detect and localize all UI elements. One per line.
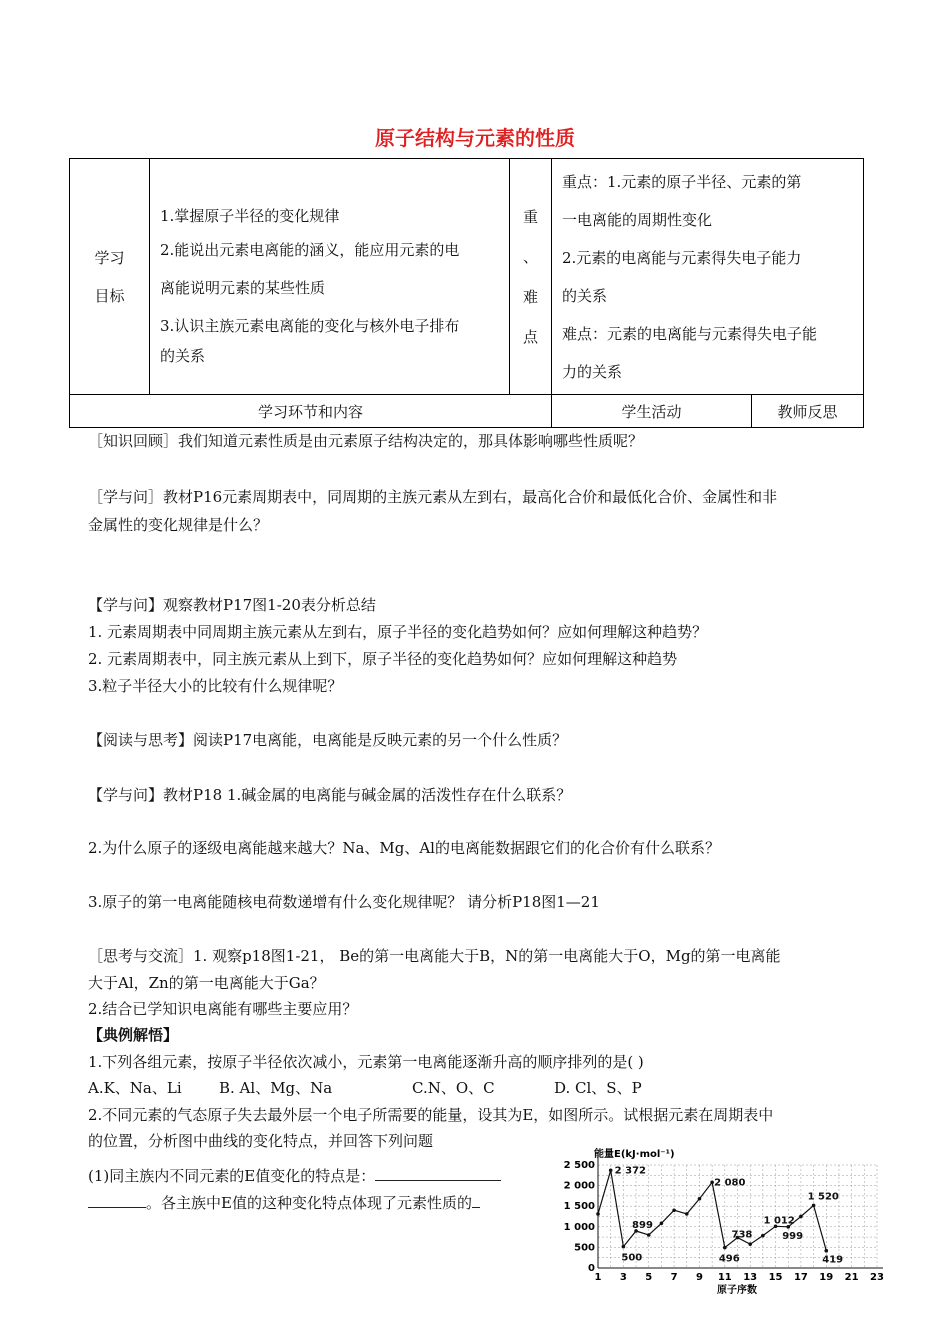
option-d: D. Cl、S、P	[554, 1079, 642, 1097]
example-2b: 的位置，分析图中曲线的变化特点，并回答下列问题	[88, 1132, 434, 1150]
chart-x-ticks	[595, 1272, 884, 1283]
data-label: 500	[621, 1252, 643, 1264]
data-label: 1 520	[807, 1191, 839, 1203]
goal-item: 2.能说出元素电离能的涵义，能应用元素的电	[160, 240, 460, 259]
key-point-line: 一电离能的周期性变化	[562, 210, 713, 229]
answer-blank[interactable]	[375, 1164, 501, 1181]
y-tick-label: 0	[588, 1263, 595, 1274]
key-points-label	[510, 159, 552, 395]
question-first-ionization-trend: 3.原子的第一电离能随核电荷数递增有什么变化规律呢？ 请分析P18图1—21	[88, 893, 600, 911]
chart-xlabel: 原子序数	[717, 1285, 757, 1295]
data-label: 738	[731, 1229, 753, 1241]
discussion-2: 2.结合已学知识电离能有哪些主要应用？	[88, 1000, 358, 1018]
data-point	[622, 1245, 626, 1249]
study-question-2: 【学与问】观察教材P17图1-20表分析总结	[88, 596, 376, 614]
data-point	[723, 1246, 727, 1250]
x-tick-label: 1	[594, 1272, 602, 1283]
answer-blank[interactable]	[472, 1191, 480, 1208]
data-point	[609, 1168, 613, 1172]
study-question-1b: 金属性的变化规律是什么？	[88, 516, 269, 534]
data-label: 999	[782, 1230, 804, 1242]
goal-item: 1.掌握原子半径的变化规律	[160, 206, 340, 225]
question-text: 。各主族中E值的这种变化特点体现了元素性质的	[146, 1194, 472, 1212]
key-point-line: 重点：1.元素的原子半径、元素的第	[562, 172, 802, 191]
question-particle-radius: 3.粒子半径大小的比较有什么规律呢？	[88, 677, 343, 695]
y-tick-label: 500	[574, 1242, 595, 1254]
key-label-char: 重	[522, 207, 538, 226]
goal-item: 的关系	[160, 346, 206, 365]
discussion-1b: 大于Al，Zn的第一电离能大于Ga？	[88, 974, 325, 992]
col-reflection: 教师反思	[752, 395, 864, 428]
x-tick-label: 11	[717, 1272, 732, 1283]
key-label-char: 、	[522, 247, 538, 266]
x-tick-label: 23	[870, 1272, 884, 1283]
y-tick-label: 2 500	[563, 1160, 595, 1171]
x-tick-label: 17	[793, 1272, 808, 1283]
data-label: 2 080	[714, 1177, 746, 1189]
data-point	[824, 1249, 828, 1253]
option-a: A.K、Na、Li	[88, 1079, 182, 1097]
data-label: 2 372	[614, 1165, 647, 1177]
x-tick-label: 21	[844, 1272, 859, 1283]
col-content: 学习环节和内容	[70, 395, 552, 428]
key-label-char: 难	[522, 287, 538, 306]
data-point	[685, 1212, 689, 1216]
chart-y-ticks	[564, 1160, 595, 1274]
study-question-3: 【学与问】教材P18 1.碱金属的电离能与碱金属的活泼性存在什么联系？	[88, 786, 572, 804]
x-tick-label: 9	[695, 1272, 703, 1283]
y-tick-label: 2 000	[563, 1180, 595, 1192]
answer-blank[interactable]	[88, 1191, 146, 1208]
data-point	[647, 1233, 651, 1237]
goal-item: 3.认识主族元素电离能的变化与核外电子排布	[160, 316, 460, 335]
goals-label-line-2: 目标	[94, 286, 125, 305]
data-label: 419	[822, 1254, 844, 1266]
x-tick-label: 15	[768, 1272, 783, 1283]
chart-ylabel: 能量E(kJ·mol⁻¹)	[594, 1149, 675, 1160]
example-1: 1.下列各组元素，按原子半径依次减小，元素第一电离能逐渐升高的顺序排列的是( )	[88, 1053, 644, 1071]
data-point	[761, 1234, 765, 1238]
key-point-line: 难点：元素的电离能与元素得失电子能	[562, 324, 818, 343]
key-point-line: 2.元素的电离能与元素得失电子能力	[562, 248, 802, 267]
examples-heading: 【典例解悟】	[88, 1026, 179, 1044]
question-radius-group: 2. 元素周期表中，同主族元素从上到下，原子半径的变化趋势如何？应如何理解这种趋势	[88, 650, 678, 668]
y-tick-label: 1 500	[563, 1201, 595, 1213]
col-activity: 学生活动	[552, 395, 752, 428]
question-text: (1)同主族内不同元素的E值变化的特点是：	[88, 1167, 376, 1185]
key-points	[552, 159, 864, 395]
page-title: 原子结构与元素的性质	[375, 126, 575, 150]
goals-list	[150, 159, 510, 395]
study-question-1a: ［学与问］教材P16元素周期表中，同周期的主族元素从左到右，最高化合价和最低化合价、金属性和非	[88, 488, 778, 506]
ionization-energy-chart	[562, 1143, 887, 1295]
data-point	[672, 1208, 676, 1212]
x-tick-label: 19	[819, 1272, 834, 1283]
x-tick-label: 5	[645, 1272, 653, 1283]
key-label-char: 点	[522, 327, 538, 346]
x-tick-label: 3	[619, 1272, 627, 1283]
y-tick-label: 1 000	[563, 1221, 595, 1233]
example-2-question-1a	[88, 1163, 548, 1189]
reading-ionization: 【阅读与思考】阅读P17电离能，电离能是反映元素的另一个什么性质？	[88, 731, 568, 749]
key-point-line: 力的关系	[562, 362, 623, 381]
data-point	[660, 1221, 664, 1225]
data-point	[748, 1242, 752, 1246]
example-2-question-1b	[88, 1190, 548, 1216]
goals-label-line-1: 学习	[94, 248, 125, 267]
data-label: 496	[718, 1253, 740, 1265]
x-tick-label: 7	[670, 1272, 678, 1283]
option-b: B. Al、Mg、Na	[219, 1079, 333, 1097]
example-2a: 2.不同元素的气态原子失去最外层一个电子所需要的能量，设其为E，如图所示。试根据元素在周期表中	[88, 1106, 774, 1124]
objectives-table	[69, 158, 864, 428]
data-point	[596, 1212, 600, 1216]
data-label: 899	[632, 1219, 653, 1231]
data-point	[698, 1197, 702, 1201]
x-tick-label: 13	[743, 1272, 758, 1283]
question-radius-period: 1. 元素周期表中同周期主族元素从左到右，原子半径的变化趋势如何？应如何理解这种趋势？	[88, 623, 708, 641]
question-successive-ionization: 2.为什么原子的逐级电离能越来越大？Na、Mg、Al的电离能数据跟它们的化合价有什么联系？	[88, 839, 720, 857]
goals-label	[70, 159, 150, 395]
discussion-1a: ［思考与交流］1. 观察p18图1-21， Be的第一电离能大于B，N的第一电离能大于O，Mg的第一电离能	[88, 947, 781, 965]
data-point	[799, 1215, 803, 1219]
goal-item: 离能说明元素的某些性质	[160, 278, 326, 297]
data-label: 1 012	[763, 1215, 795, 1227]
option-c: C.N、O、C	[412, 1079, 495, 1097]
data-point	[812, 1204, 816, 1208]
knowledge-review: ［知识回顾］我们知道元素性质是由元素原子结构决定的，那具体影响哪些性质呢？	[88, 432, 644, 450]
key-point-line: 的关系	[562, 286, 608, 305]
